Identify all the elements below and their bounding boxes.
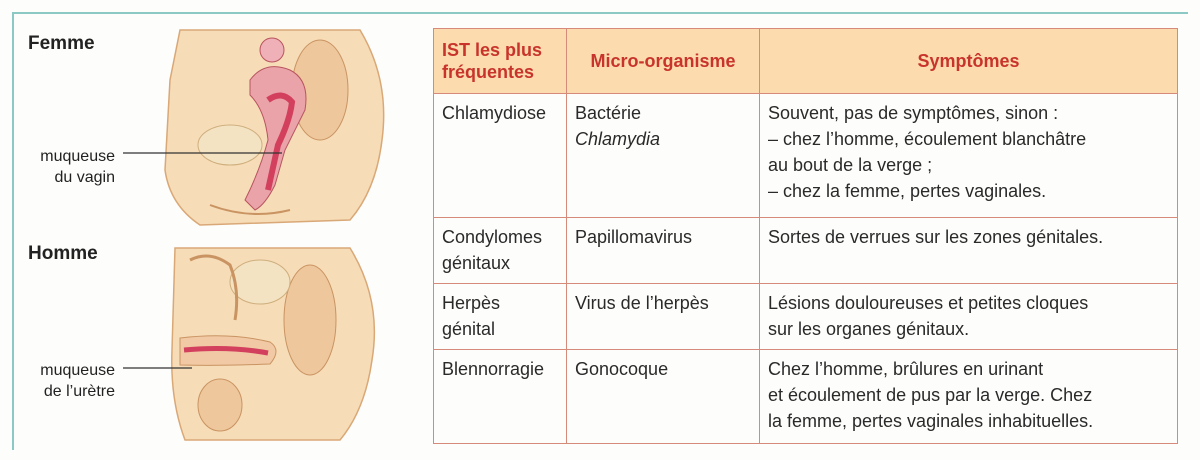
male-anatomy-drawing <box>172 248 375 440</box>
organism-italic-text: Chlamydia <box>575 129 661 149</box>
male-annotation: muqueuse de l’urètre <box>40 362 115 400</box>
symptoms-cell: Souvent, pas de symptômes, sinon : – chez l’homme, écoulement blanchâtre au bout de la verge ; – chez la femme, pertes vaginales. <box>760 94 1178 218</box>
ist-name-cell: Herpès génital <box>434 284 567 350</box>
organism-cell <box>567 94 760 218</box>
column-header-ist: IST les plus fréquentes <box>434 29 567 94</box>
symptoms-cell: Lésions douloureuses et petites cloques sur les organes génitaux. <box>760 284 1178 350</box>
table-row <box>434 218 1178 284</box>
symptoms-cell: Sortes de verrues sur les zones génitales. <box>760 218 1178 284</box>
female-anatomy-drawing <box>165 30 384 225</box>
male-heading: Homme <box>28 243 98 264</box>
table-row <box>434 284 1178 350</box>
organism-cell: Papillomavirus <box>567 218 760 284</box>
column-header-organism: Micro-organisme <box>567 29 760 94</box>
anatomy-illustrations <box>20 20 420 445</box>
female-annotation: muqueuse du vagin <box>40 148 115 186</box>
column-header-symptoms: Symptômes <box>760 29 1178 94</box>
organism-cell: Virus de l’herpès <box>567 284 760 350</box>
female-heading: Femme <box>28 33 95 54</box>
ist-table <box>433 28 1178 444</box>
symptoms-cell: Chez l’homme, brûlures en urinant et écoulement de pus par la verge. Chez la femme, pertes vaginales inhabituelles. <box>760 350 1178 444</box>
table-row <box>434 94 1178 218</box>
organism-text: Bactérie <box>575 103 642 123</box>
ist-name-cell: Condylomes génitaux <box>434 218 567 284</box>
ist-name-cell: Chlamydiose <box>434 94 567 218</box>
organism-cell: Gonocoque <box>567 350 760 444</box>
table-row <box>434 350 1178 444</box>
table-header-row <box>434 29 1178 94</box>
ist-name-cell: Blennorragie <box>434 350 567 444</box>
